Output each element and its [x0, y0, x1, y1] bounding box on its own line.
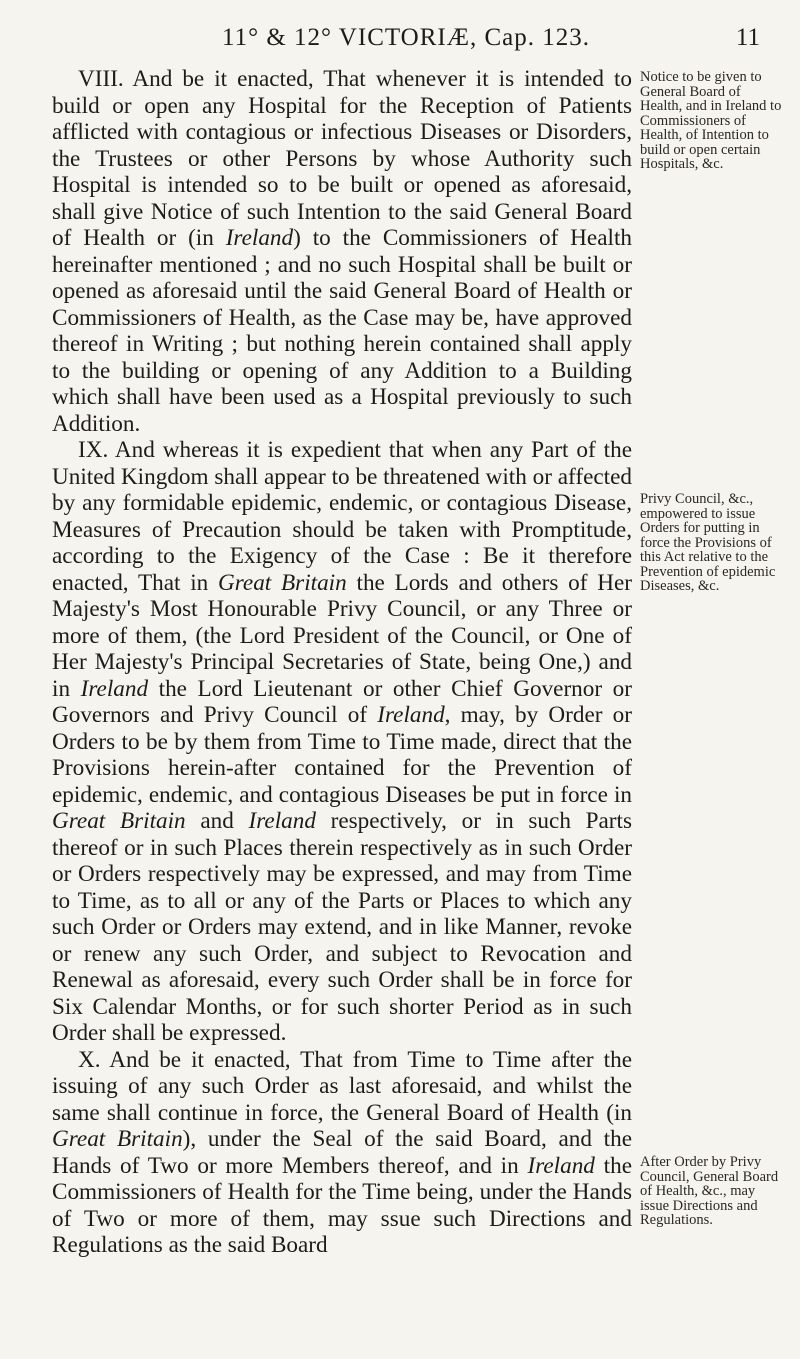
section-ix: [52, 437, 632, 1047]
section-text: ) to the Commissioners of Health hereinafter mentioned ; and no such Hospital shall be built or opened as aforesaid until the said General Board of Health or Commissioners of Health, as the Case may be, have approved thereof in Writing ; but nothing herein contained shall apply to the building or opening of any Addition to a Building which shall have been used as a Hospital previously to such Addition.: [52, 225, 632, 437]
section-x: [52, 1047, 632, 1259]
margin-note-viii: Notice to be given to General Board of Health, and in Ireland to Commissioners of Health, of Intention to build or open certain Hospitals, &c.: [640, 69, 782, 172]
section-text: and: [185, 808, 249, 834]
page-number: 11: [735, 24, 760, 51]
section-text: And be it enacted, That whenever it is intended to build or open any Hospital for the Reception of Patients afflicted with contagious or infectious Diseases or Disorders, the Trustees or other Persons by whose Authority such Hospital is intended so to be built or opened as aforesaid, shall give Notice of such Intention to the said General Board of Health or (in: [52, 66, 632, 251]
section-text: And be it enacted, That from Time to Time after the issuing of any such Order as last aforesaid, and whilst the same shall continue in force, the General Board of Health (in: [52, 1046, 632, 1126]
italic-place: Ireland: [527, 1152, 595, 1179]
section-text: the Lords and others of Her Majesty's Most Honourable Privy Council, or any Three or more of them, (the Lord President of the Council, or One of Her Majesty's Principal Secretaries of State, being One,) and in: [52, 569, 633, 702]
italic-place: Great Britain: [218, 569, 347, 596]
italic-place: Great Britain: [52, 1126, 183, 1152]
margin-note-x: After Order by Privy Council, General Board of Health, &c., may issue Directions and Regulations.: [640, 1154, 779, 1228]
italic-place: Ireland: [377, 702, 445, 728]
section-number: IX.: [78, 437, 109, 463]
section-number: X.: [78, 1046, 101, 1073]
section-text: the Lord Lieutenant or other Chief Governor or Governors and Privy Council of: [52, 675, 632, 728]
running-header: [52, 24, 760, 54]
section-text: respectively, or in such Parts thereof or in such Places therein respectively as in such Order or Orders respectively may be expressed, and may from Time to Time, as to all or any of the Parts or Places to which any such Order or Orders may extend, and in like Manner, revoke or renew any such Order, and subject to Revocation and Renewal as aforesaid, every such Order shall be in force for Six Calendar Months, or for such shorter Period as in such Order shall be expressed.: [52, 808, 632, 1046]
section-text: the Commissioners of Health for the Time being, under the Hands of Two or more of them, may ssue such Directions and Regulations as the said Board: [52, 1152, 633, 1258]
italic-place: Ireland: [248, 808, 316, 834]
margin-note-ix: Privy Council, &c., empowered to issue Orders for putting in force the Provisions of this Act relative to the Prevention of epidemic Diseases, &c.: [640, 491, 776, 594]
italic-place: Ireland: [225, 225, 294, 251]
section-viii: [52, 66, 632, 437]
section-number: VIII.: [78, 66, 124, 92]
section-text: ), under the Seal of the said Board, and the Hands of Two or more Members thereof, and in: [52, 1126, 633, 1179]
running-title: 11° & 12° VICTORIÆ, Cap. 123.: [222, 24, 590, 51]
body-text: [52, 66, 632, 1259]
section-text: , may, by Order or Orders to be by them from Time to Time made, direct that the Provisions herein-after contained for the Prevention of epidemic, endemic, and contagious Diseases be put in force in: [52, 702, 632, 808]
section-text: And whereas it is expedient that when any Part of the United Kingdom shall appear to be threatened with or affected by any formidable epidemic, endemic, or contagious Disease, Measures of Precaution should be taken with Promptitude, according to the Exigency of the Case : Be it therefore enacted, That in: [52, 437, 632, 596]
italic-place: Ireland: [80, 675, 149, 702]
italic-place: Great Britain: [52, 808, 186, 834]
